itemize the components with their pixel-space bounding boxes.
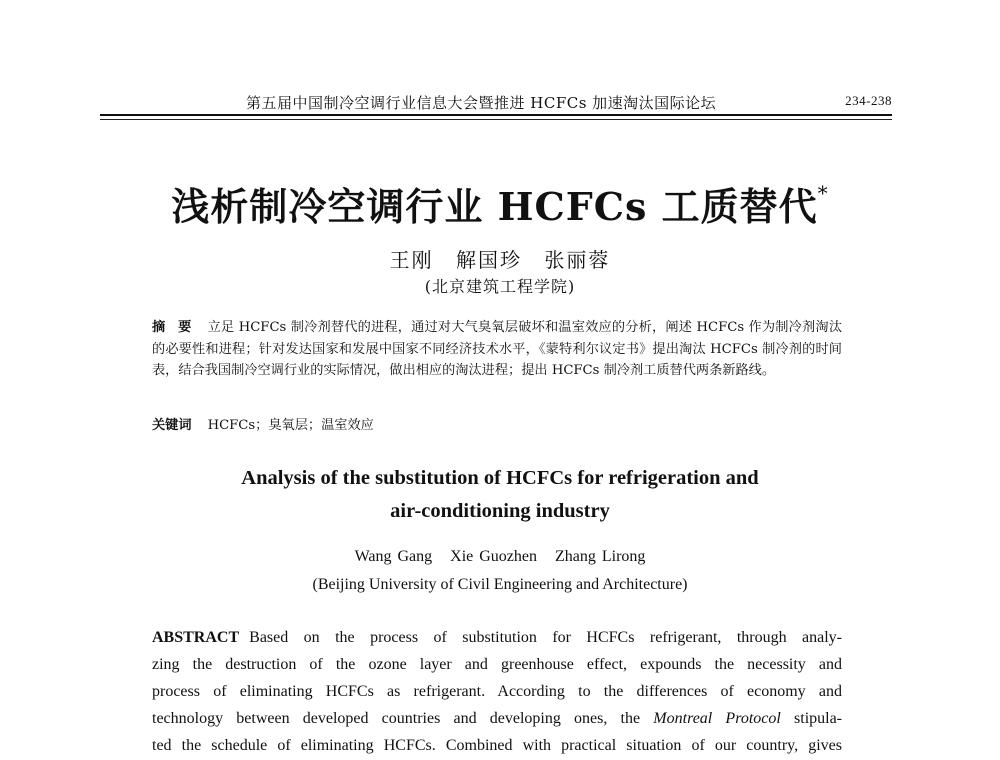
english-abstract-line-4: technology between developed countries and developing ones, the Montreal Protocol stipula-	[152, 710, 843, 727]
chinese-authors: 王刚 解国珍 张丽蓉	[389, 248, 611, 272]
page-range: 234-238	[845, 93, 892, 108]
author-3: Zhang Lirong	[555, 548, 646, 565]
english-affiliation: (Beijing University of Civil Engineering and Architecture)	[312, 576, 688, 593]
chinese-keywords	[152, 414, 842, 433]
english-abstract	[152, 624, 842, 759]
chinese-affiliation: (北京建筑工程学院)	[424, 277, 576, 296]
english-abstract-line-3: process of eliminating HCFCs as refrigerant. According to the differences of economy and	[152, 683, 842, 700]
english-title-line2: air-conditioning industry	[390, 500, 610, 522]
english-authors	[0, 548, 1000, 566]
chinese-abstract-label: 摘 要	[152, 320, 196, 335]
author-1: Wang Gang	[354, 548, 433, 565]
chinese-keywords-label: 关键词	[152, 418, 192, 433]
author-2: Xie Guozhen	[450, 548, 537, 565]
english-title	[0, 462, 1000, 528]
montreal-protocol-italic: Montreal Protocol	[653, 710, 781, 727]
english-abstract-line-2: zing the destruction of the ozone layer and greenhouse effect, expounds the necessity and	[152, 656, 842, 673]
header-rule-thick	[100, 114, 892, 116]
title-footnote-mark: *	[817, 181, 829, 206]
header-rule-thin	[100, 119, 892, 120]
chinese-title-text: 浅析制冷空调行业 HCFCs 工质替代	[171, 184, 818, 229]
english-title-line1: Analysis of the substitution of HCFCs for refrigeration and	[241, 467, 759, 489]
running-header	[100, 92, 892, 112]
chinese-keywords-text: HCFCs；臭氧层；温室效应	[207, 418, 374, 433]
english-abstract-label: ABSTRACT	[152, 629, 240, 646]
chinese-abstract	[152, 317, 842, 382]
english-abstract-line-5: ted the schedule of eliminating HCFCs. Combined with practical situation of our country, gives	[152, 737, 842, 754]
conference-title: 第五届中国制冷空调行业信息大会暨推进 HCFCs 加速淘汰国际论坛	[246, 94, 717, 112]
chinese-abstract-text: 立足 HCFCs 制冷剂替代的进程，通过对大气臭氧层破坏和温室效应的分析，阐述 HCFCs 作为制冷剂淘汰的必要性和进程；针对发达国家和发展中国家不同经济技术水平，《蒙特利尔议定书》提出淘汰 HCFCs 制冷剂的时间表，结合我国制冷空调行业的实际情况，做出相应的淘汰进程；提出 HCFCs 制冷剂工质替代两条新路线。	[152, 320, 843, 378]
chinese-title	[0, 176, 1000, 231]
english-abstract-line-1: ABSTRACT Based on the process of substitution for HCFCs refrigerant, through analy-	[152, 629, 842, 646]
